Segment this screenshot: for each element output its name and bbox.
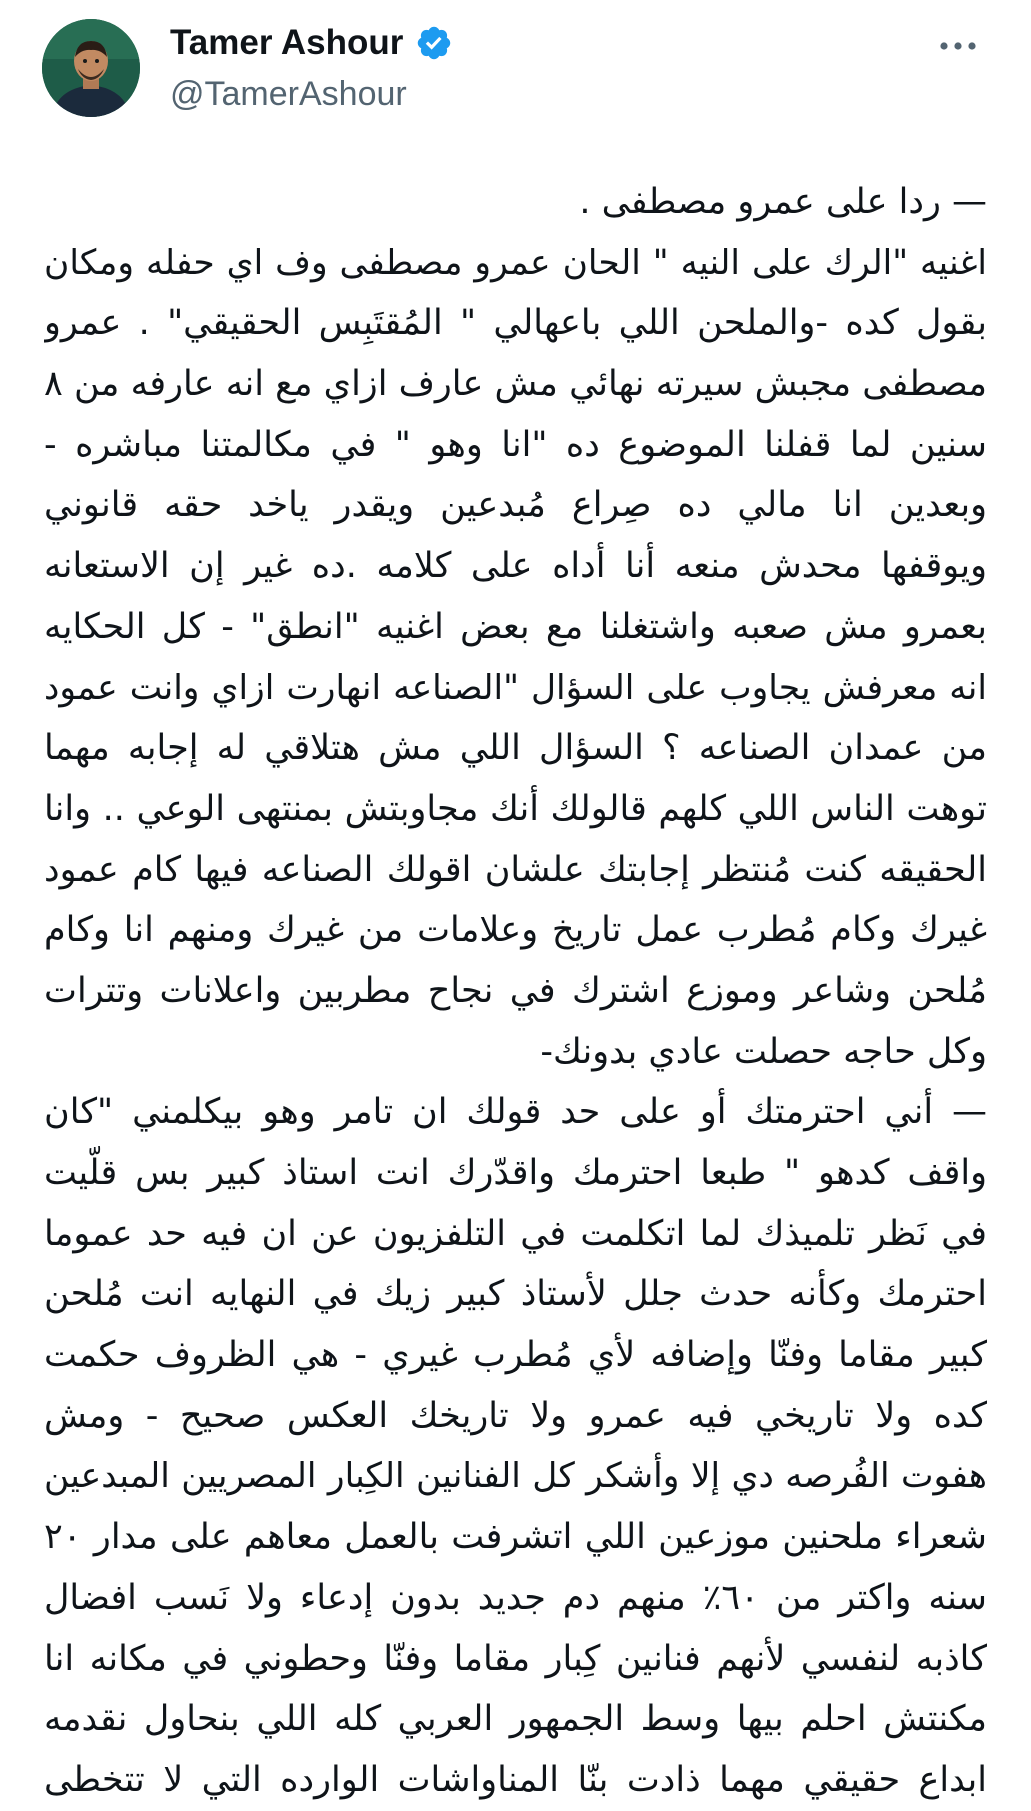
tweet-line: وكل حاجه حصلت عادي بدونك-: [540, 1031, 987, 1072]
tweet-line: شعراء ملحنين موزعين اللي اتشرفت بالعمل معاهم على مدار ٢٠: [44, 1517, 987, 1558]
tweet-line: اغنيه "الرك على النيه " الحان عمرو مصطفى وف اي حفله ومكان: [44, 242, 987, 283]
tweet-line: الحقيقه كنت مُنتظر إجابتك علشان اقولك الصناعه فيها كام عمود: [44, 849, 987, 890]
tweet-line: مصطفى مجبش سيرته نهائي مش عارف ازاي مع انه عارفه من ٨: [44, 364, 987, 405]
author-handle[interactable]: @TamerAshour: [170, 75, 407, 113]
tweet-line: — أني احترمتك أو على حد قولك ان تامر وهو بيكلمني "كان: [44, 1092, 987, 1133]
tweet-line: كاذبه لنفسي لأنهم فنانين كِبار مقاما وفنّا وحطوني في مكانه انا: [44, 1638, 987, 1679]
tweet-line: كده ولا تاريخي فيه عمرو ولا تاريخك العكس صحيح - ومش: [44, 1395, 987, 1436]
author-display-name[interactable]: Tamer Ashour: [170, 23, 404, 62]
tweet-line: ابداع حقيقي مهما ذادت بنّا المناواشات الوارده التي لا تتخطى: [44, 1759, 987, 1800]
tweet-line: مكنتش احلم بيها وسط الجمهور العربي كله اللي بنحاول نقدمه: [44, 1699, 987, 1740]
tweet-text: [44, 172, 987, 1811]
more-options-icon: [938, 41, 978, 51]
tweet-line: غيرك وكام مُطرب عمل تاريخ وعلامات من غيرك ومنهم انا وكام: [44, 910, 987, 951]
tweet-line: — ردا على عمرو مصطفى .: [579, 182, 987, 222]
tweet-line: سنه واكتر من ٦٠٪ منهم دم جديد بدون إدعاء ولا نَسب افضال: [44, 1577, 987, 1618]
tweet-line: في نَظر تلميذك لما اتكلمت في التلفزيون عن ان فيه حد عموما: [44, 1213, 987, 1254]
tweet-header: [0, 0, 1031, 130]
author-name-row[interactable]: [170, 22, 453, 64]
tweet-line: مُلحن وشاعر وموزع اشترك في نجاح مطربين واعلانات وتترات: [44, 970, 987, 1011]
tweet-line: من عمدان الصناعه ؟ السؤال اللي مش هتلاقي له إجابه مهما: [44, 728, 987, 769]
tweet-line: بقول كده -والملحن اللي باعهالي " المُقتَبِس الحقيقي" . عمرو: [44, 303, 987, 344]
tweet-line: هفوت الفُرصه دي إلا وأشكر كل الفنانين الكِبار المصريين المبدعين: [44, 1456, 987, 1497]
more-options-button[interactable]: [928, 26, 988, 66]
tweet-line: ويوقفها محدش منعه أنا أداه على كلامه .ده غير إن الاستعانه: [44, 546, 987, 587]
tweet-line: بعمرو مش صعبه واشتغلنا مع بعض اغنيه "انطق" - كل الحكايه: [44, 606, 987, 647]
tweet-line: وبعدين انا مالي ده صِراع مُبدعين ويقدر ياخد حقه قانوني: [44, 485, 987, 526]
avatar[interactable]: [42, 19, 140, 117]
tweet-line: توهت الناس اللي كلهم قالولك أنك مجاوبتش بمنتهى الوعي .. وانا: [44, 788, 987, 829]
tweet-line: واقف كدهو " طبعا احترمك واقدّرك انت استاذ كبير بس قلّيت: [44, 1153, 987, 1193]
tweet-line: كبير مقاما وفنّا وإضافه لأي مُطرب غيري - هي الظروف حكمت: [44, 1335, 987, 1376]
avatar-photo-icon: [42, 19, 140, 117]
verified-badge-icon: [415, 24, 453, 62]
tweet-line: احترمك وكأنه حدث جلل لأستاذ كبير زيك في النهايه انت مُلحن: [44, 1274, 987, 1315]
tweet-line: سنين لما قفلنا الموضوع ده "انا وهو " في مكالمتنا مباشره -: [44, 424, 987, 465]
tweet-line: انه معرفش يجاوب على السؤال "الصناعه انهارت ازاي وانت عمود: [44, 667, 987, 708]
